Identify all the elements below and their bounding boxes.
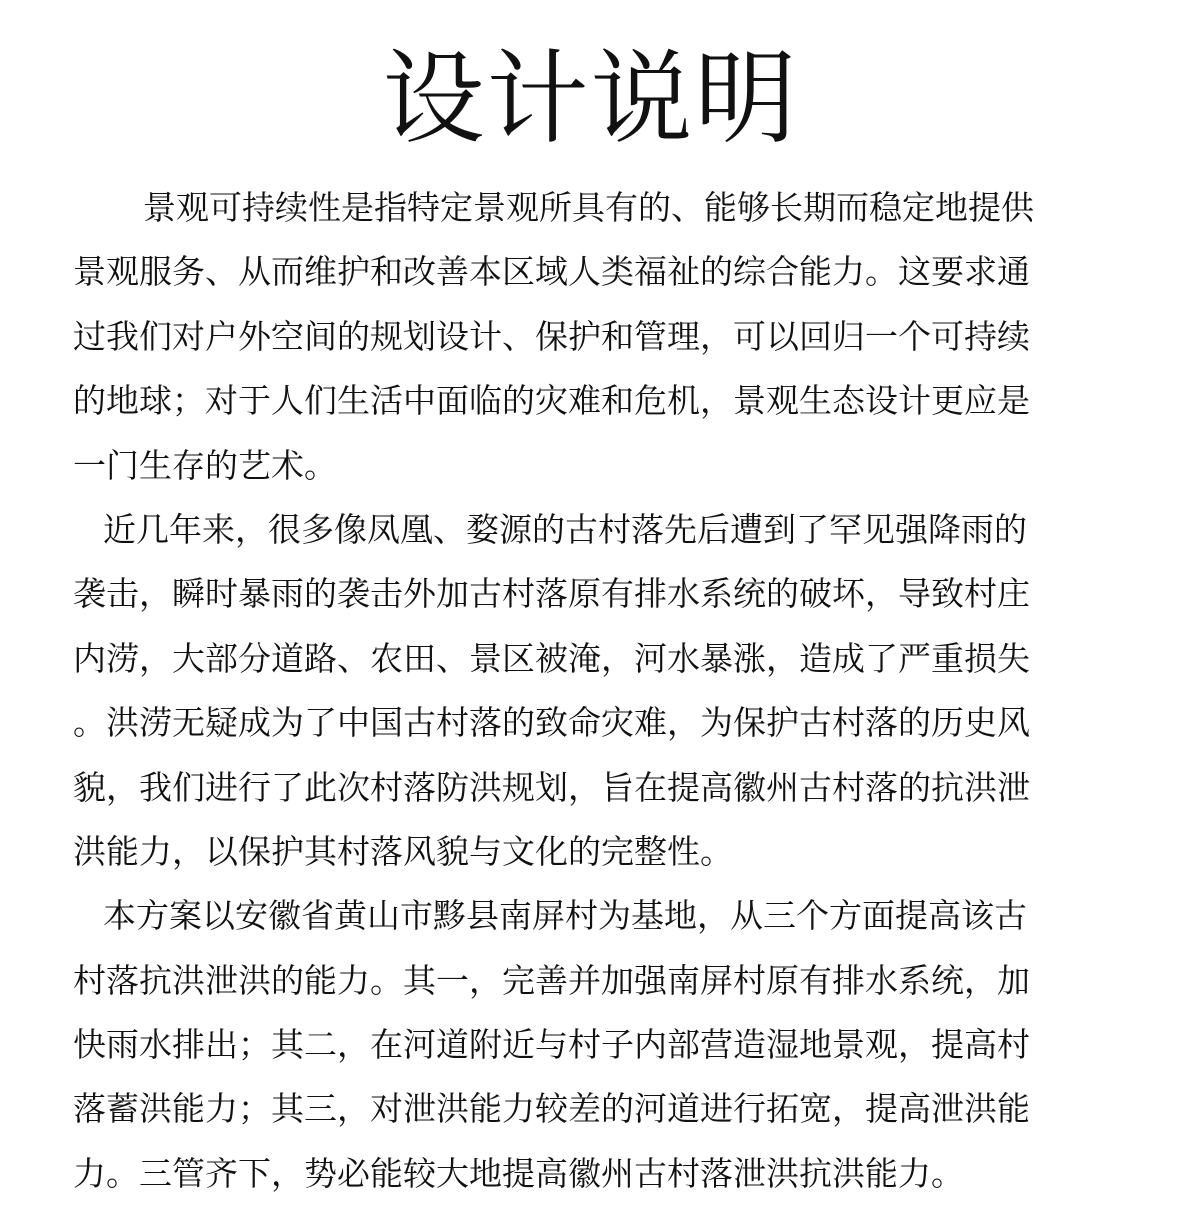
paragraph-2-line-3: 内涝，大部分道路、农田、景区被淹，河水暴涨，造成了严重损失	[73, 638, 1030, 678]
paragraph-2-line-4: 。洪涝无疑成为了中国古村落的致命灾难，为保护古村落的历史风	[73, 703, 1030, 743]
paragraph-2-line-1: 近几年来，很多像凤凰、婺源的古村落先后遭到了罕见强降雨的	[103, 509, 1027, 549]
page-title: 设计说明	[382, 40, 799, 159]
paragraph-2-line-2: 袭击，瞬时暴雨的袭击外加古村落原有排水系统的破坏，导致村庄	[73, 574, 1030, 614]
paragraph-3-line-3: 快雨水排出；其二，在河道附近与村子内部营造湿地景观，提高村	[73, 1025, 1030, 1065]
paragraph-1-line-4: 的地球；对于人们生活中面临的灾难和危机，景观生态设计更应是	[73, 381, 1030, 421]
description-body	[73, 176, 1103, 1206]
paragraph-3-line-4: 落蓄洪能力；其三，对泄洪能力较差的河道进行拓宽，提高泄洪能	[73, 1089, 1030, 1129]
paragraph-2-line-6: 洪能力，以保护其村落风貌与文化的完整性。	[73, 831, 733, 871]
paragraph-1-line-2: 景观服务、从而维护和改善本区域人类福祉的综合能力。这要求通	[73, 252, 1030, 292]
paragraph-1-line-3: 过我们对户外空间的规划设计、保护和管理，可以回归一个可持续	[73, 316, 1030, 356]
paragraph-3-line-1: 本方案以安徽省黄山市黟县南屏村为基地，从三个方面提高该古	[103, 896, 1027, 936]
paragraph-2-line-5: 貌，我们进行了此次村落防洪规划，旨在提高徽州古村落的抗洪泄	[73, 767, 1030, 807]
paragraph-1-line-1: 景观可持续性是指特定景观所具有的、能够长期而稳定地提供	[143, 188, 1034, 227]
paragraph-3-line-5: 力。三管齐下，势必能较大地提高徽州古村落泄洪抗洪能力。	[73, 1153, 964, 1193]
paragraph-3-line-2: 村落抗洪泄洪的能力。其一，完善并加强南屏村原有排水系统，加	[73, 960, 1030, 1000]
paragraph-1-line-5: 一门生存的艺术。	[73, 445, 337, 485]
